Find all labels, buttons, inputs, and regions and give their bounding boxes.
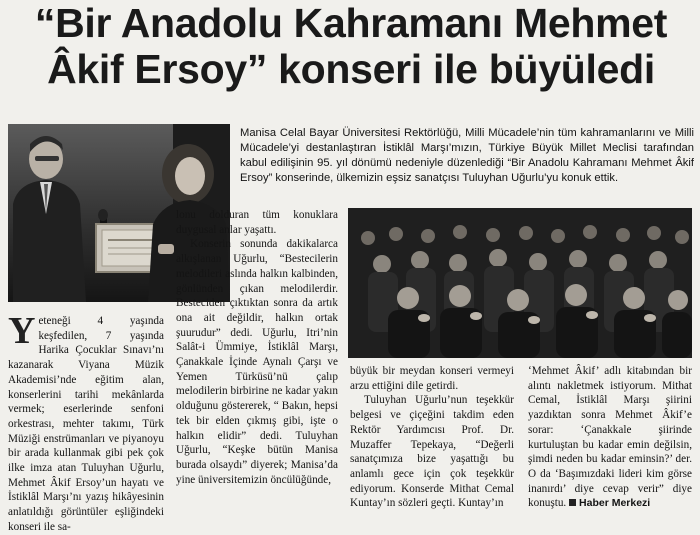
audience-photo <box>348 208 692 358</box>
byline-square-icon <box>569 499 576 506</box>
column-4-text: ‘Mehmet Âkif’ adlı kitabından bir alıntı nakletmek istiyorum. Mithat Cemal, İstiklâl Marşı şiirini yazdıktan sonra Mehmet Âkif’e sorar: ‘Çanakkale şiirinde kurtuluştan bu kadar emin değilsin, şimdi neden bu kadar eminsin?’ der. O da ‘Başımızdaki lideri kim görse inanırdı’ diye cevap verir” diye konuştu. <box>528 365 692 510</box>
headline-line-1: “Bir Anadolu Kahramanı Mehmet <box>34 0 668 46</box>
byline: Haber Merkezi <box>579 497 651 510</box>
article-column-4 <box>528 364 692 511</box>
column-2-paragraph-1: lonu dolduran tüm konuklara duygusal anlar yaşattı. <box>176 209 338 236</box>
article-column-1 <box>8 310 164 535</box>
lead-paragraph: Manisa Celal Bayar Üniversitesi Rektörlüğü, Milli Mücadele’nin tüm kahramanlarını ve Milli Mücadele’yi destanlaştıran İstiklâl Marşı’mızın, Türkiye Büyük Millet Meclisi tarafından kabul edilişinin 95. yıl dönümü nedeniyle düzenlediği “Bir Anadolu Kahramanı Mehmet Âkif Ersoy” konserinde, ülkemizin eşsiz sanatçısı Tuluyhan Uğurlu’yu konuk ettik. <box>240 127 694 184</box>
headline <box>8 0 694 92</box>
article-column-3 <box>350 364 514 511</box>
article-column-2 <box>176 208 338 487</box>
column-2-paragraph-2: Konserin sonunda dakikalarca alkışlanan Uğurlu, “Bestecilerin melodileri aslında halkın kalbinden, gönlünden çıkan melodilerdir. Besteciden çıktıktan sonra da artık ona ait değildir, halkın ortak şuurudur” dedi. Uğurlu, Itri’nin Salât-i Ümmiye, İstiklâl Marşı, Çanakkale İçinde Aynalı Çarşı ve Yemen Türküsü’nü çalıp melodilerin birbirine ne kadar yakın olduğunu göstererek, “ Bakın, hepsi tek bir elden çıkmış gibi, işte o halkın elidir” dedi. Tuluyhan Uğurlu, “Keşke bütün Manisa burada olsaydı” diyerek; Manisa’da yine üniversitemizin öncülüğünde, <box>176 238 338 486</box>
column-1-text: eteneği 4 yaşında keşfedilen, 7 yaşında Harika Çocuklar Sınavı’nı kazanarak Viyana Müzik Akademisi’nde eğitim alan, konserlerini tarihi mekânlarda vermek; eserlerinde senfoni orkestrası, mehter takımı, Türk Müziği enstrümanları ve piyanoyu bir arada kullanmak gibi pek çok ilke imza atan Tuluyhan Uğurlu, Mehmet Âkif Ersoy’un hayatı ve İstiklâl Marşı’nı yazış hikâyesinin anlatıldığı görüntüler eşliğindeki konseri ile sa- <box>8 315 164 533</box>
column-3-paragraph-2: Tuluyhan Uğurlu’nun teşekkür belgesi ve çiçeğini takdim eden Rektör Yardımcısı Prof. Dr. Muzaffer Tepekaya, “Değerli sanatçımıza bize yaşattığı bu anlamlı gece için çok teşekkür ediyorum. Konserde Mithat Cemal Kuntay’ın sözleri geçti. Kuntay’ın <box>350 394 514 510</box>
drop-cap: Y <box>8 310 36 352</box>
headline-line-2: Âkif Ersoy” konseri ile büyüledi <box>47 46 655 92</box>
audience-photo-illustration <box>348 208 692 358</box>
column-3-paragraph-1: büyük bir meydan konseri vermeyi arzu ettiğini dile getirdi. <box>350 365 514 392</box>
